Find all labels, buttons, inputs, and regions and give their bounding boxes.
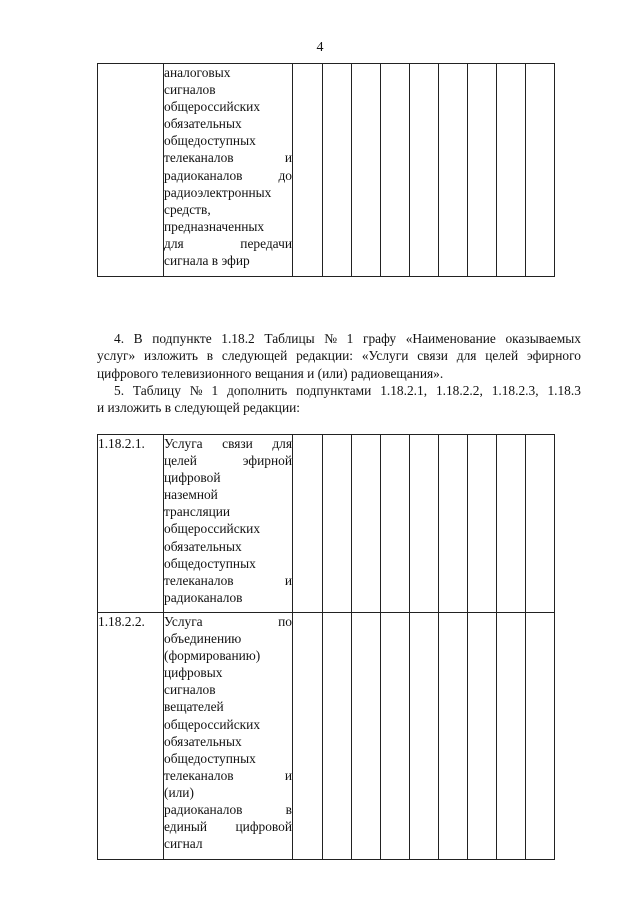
cell-text-line: наземной	[164, 487, 218, 503]
cell-text-line	[164, 435, 292, 452]
empty-cell	[497, 64, 526, 277]
word: подпунктами	[296, 383, 372, 398]
word: радиоканалов	[164, 802, 243, 818]
paragraph-5	[97, 382, 581, 417]
word: для	[272, 436, 292, 451]
empty-cell	[352, 613, 381, 860]
word: следующей	[221, 348, 288, 364]
cell-text-line: общероссийских	[164, 99, 261, 115]
paragraph-4	[97, 330, 581, 382]
word: №	[324, 331, 338, 346]
row-number-cell: 1.18.2.2.	[98, 613, 164, 860]
word: 4.	[114, 331, 125, 346]
word: Таблицы	[264, 331, 315, 346]
word: цифровой	[235, 819, 292, 835]
word: 5.	[114, 383, 125, 398]
word: и	[284, 572, 292, 588]
empty-cell	[439, 64, 468, 277]
word: целей	[485, 348, 519, 364]
word: подпункте	[152, 331, 212, 346]
service-table-continuation	[97, 63, 555, 277]
empty-cell	[323, 435, 352, 613]
cell-text-line: сигналов	[164, 682, 216, 698]
page-number: 4	[316, 40, 324, 55]
cell-text-line: общедоступных	[164, 555, 256, 571]
word: в	[206, 348, 214, 364]
word: целей	[164, 453, 197, 469]
cell-text-line: общероссийских	[164, 521, 261, 537]
empty-cell	[439, 435, 468, 613]
word: услуг»	[97, 348, 136, 364]
paragraph-line	[97, 382, 581, 399]
word: эфирного	[527, 348, 581, 364]
word: 1.18.2	[221, 331, 255, 346]
cell-text-line: (или)	[164, 784, 194, 800]
word: «Наименование	[405, 331, 496, 346]
word: эфирной	[242, 453, 292, 469]
cell-text-line: объединению	[164, 631, 242, 647]
cell-text-line: предназначенных	[164, 218, 265, 234]
row-number-cell: 1.18.2.1.	[98, 435, 164, 613]
cell-text-line: цифровых	[164, 665, 223, 681]
word: изложить	[144, 348, 198, 364]
empty-cell	[526, 613, 555, 860]
cell-text-line: сигнала в эфир	[164, 253, 250, 269]
word: для	[456, 348, 477, 364]
cell-text-line: радиоканалов	[164, 589, 243, 605]
word: передачи	[240, 235, 292, 251]
word: Услуга	[164, 436, 203, 451]
cell-text-line	[164, 613, 292, 630]
word: оказываемых	[505, 331, 581, 346]
paragraph-line	[97, 347, 581, 364]
paragraph-line: цифрового телевизионного вещания и (или) радиовещания».	[97, 365, 444, 381]
word: 1.18.2.3,	[491, 383, 539, 398]
paragraph-line	[97, 330, 581, 347]
service-name-cell	[164, 613, 293, 860]
cell-text-line: цифровой	[164, 470, 221, 486]
empty-cell	[381, 435, 410, 613]
empty-cell	[439, 613, 468, 860]
cell-text-line: аналоговых	[164, 65, 231, 80]
word: дополнить	[227, 383, 288, 398]
word: в	[285, 802, 292, 818]
cell-text-line	[164, 818, 292, 835]
word: и	[284, 150, 292, 166]
cell-text-line: сигнал	[164, 836, 203, 852]
cell-text-line	[164, 149, 292, 166]
cell-text-line: (формированию)	[164, 648, 261, 664]
empty-cell	[410, 64, 439, 277]
word: связи	[222, 436, 253, 451]
service-name-cell	[164, 435, 293, 613]
word: В	[133, 331, 143, 346]
cell-text-line	[164, 235, 292, 252]
cell-text-line: радиоэлектронных	[164, 184, 272, 200]
empty-cell	[468, 613, 497, 860]
row-number-cell	[98, 64, 164, 277]
word: №	[189, 383, 203, 398]
word: для	[164, 235, 184, 251]
word: Таблицу	[132, 383, 181, 398]
empty-cell	[468, 435, 497, 613]
cell-text-line: сигналов	[164, 82, 216, 98]
service-table-additions	[97, 434, 555, 860]
word: редакции:	[296, 348, 354, 364]
empty-cell	[323, 64, 352, 277]
table-row	[98, 435, 555, 613]
cell-text-line: вещателей	[164, 699, 224, 715]
word: «Услуги	[361, 348, 409, 364]
empty-cell	[526, 64, 555, 277]
cell-text-line: обязательных	[164, 733, 242, 749]
empty-cell	[293, 435, 323, 613]
empty-cell	[352, 64, 381, 277]
word: 1.18.3	[547, 383, 581, 398]
word: телеканалов	[164, 767, 234, 783]
cell-text-line: средств,	[164, 201, 211, 217]
cell-text-line: общедоступных	[164, 750, 256, 766]
empty-cell	[352, 435, 381, 613]
word: и	[284, 767, 292, 783]
word: по	[278, 614, 292, 629]
empty-cell	[293, 613, 323, 860]
cell-text-line	[164, 452, 292, 469]
table-row	[98, 613, 555, 860]
word: 1	[211, 383, 219, 398]
empty-cell	[381, 613, 410, 860]
empty-cell	[293, 64, 323, 277]
word: графу	[362, 331, 397, 346]
cell-text-line: обязательных	[164, 116, 242, 132]
cell-text-line: общедоступных	[164, 133, 256, 149]
empty-cell	[410, 435, 439, 613]
word: телеканалов	[164, 150, 234, 166]
empty-cell	[526, 435, 555, 613]
cell-text-line: обязательных	[164, 538, 242, 554]
cell-text-line	[164, 767, 292, 784]
cell-text-line	[164, 167, 292, 184]
cell-text-line	[164, 572, 292, 589]
word: радиоканалов	[164, 167, 243, 183]
word: до	[278, 167, 292, 183]
word: единый	[164, 819, 208, 835]
empty-cell	[410, 613, 439, 860]
empty-cell	[323, 613, 352, 860]
paragraph-line: и изложить в следующей редакции:	[97, 400, 301, 416]
word: телеканалов	[164, 572, 234, 588]
cell-text-line: трансляции	[164, 504, 231, 520]
cell-text-line: общероссийских	[164, 716, 261, 732]
table-row	[98, 64, 555, 277]
word: 1.18.2.2,	[435, 383, 483, 398]
empty-cell	[381, 64, 410, 277]
empty-cell	[497, 435, 526, 613]
empty-cell	[497, 613, 526, 860]
cell-text-line	[164, 801, 292, 818]
service-name-cell	[164, 64, 293, 277]
word: 1.18.2.1,	[380, 383, 428, 398]
word: связи	[417, 348, 448, 364]
word: Услуга	[164, 614, 203, 629]
empty-cell	[468, 64, 497, 277]
word: 1	[346, 331, 354, 346]
